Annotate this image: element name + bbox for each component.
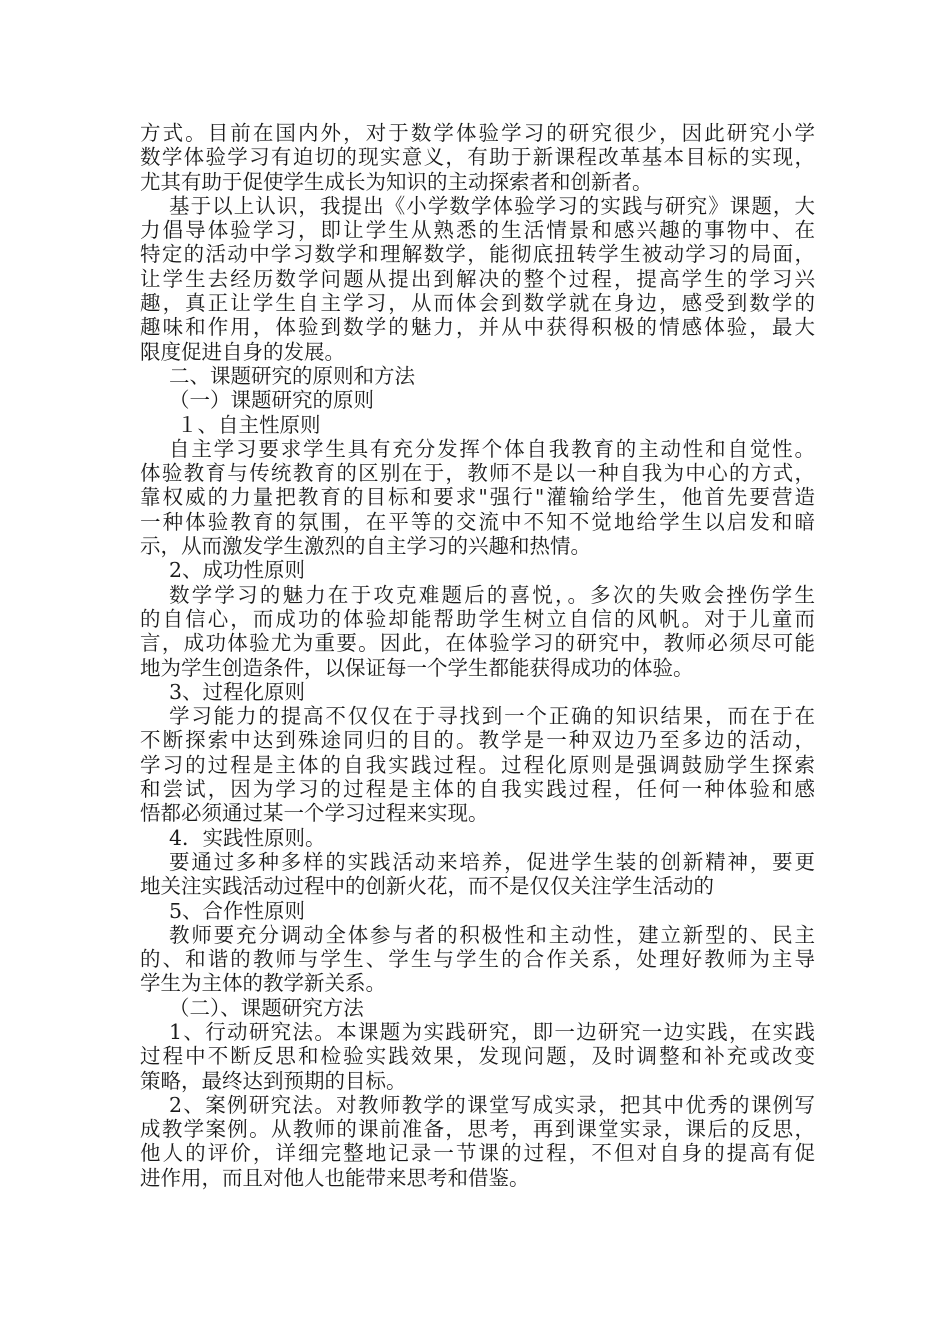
text-line: 策略，最终达到预期的目标。 — [140, 1068, 407, 1093]
text-line: 特定的活动中学习数学和理解数学，能彻底扭转学生被动学习的局面， — [140, 242, 815, 267]
text-line: 的、和谐的教师与学生、学生与学生的合作关系，处理好教师为主导 — [140, 947, 815, 972]
text-line: 学生为主体的教学新关系。 — [140, 971, 386, 996]
text-line: 示，从而激发学生激烈的自主学习的兴趣和热情。 — [140, 534, 591, 559]
paragraph — [140, 704, 815, 825]
text-line: 尤其有助于促使学生成长为知识的主动探索者和创新者。 — [140, 169, 653, 194]
text-line: 和尝试，因为学习的过程是主体的自我实践过程，任何一种体验和感 — [140, 777, 815, 802]
paragraph — [140, 388, 815, 412]
text-line: 方式。目前在国内外，对于数学体验学习的研究很少，因此研究小学 — [140, 121, 815, 145]
paragraph — [140, 1093, 815, 1190]
text-line: 2、案例研究法。对教师教学的课堂写成实录，把其中优秀的课例写 — [169, 1092, 815, 1117]
text-line: 让学生去经历数学问题从提出到解决的整个过程，提高学生的学习兴 — [140, 266, 815, 291]
text-line: 学习的过程是主体的自我实践过程。过程化原则是强调鼓励学生探索 — [140, 752, 815, 777]
text-line: 5、合作性原则 — [169, 898, 306, 923]
text-line: 趣味和作用，体验到数学的魅力，并从中获得积极的情感体验，最大 — [140, 315, 815, 340]
paragraph — [140, 583, 815, 680]
paragraph — [140, 558, 815, 582]
paragraph — [140, 194, 815, 364]
text-line: 地关注实践活动过程中的创新火花，而不是仅仅关注学生活动的 — [140, 874, 714, 899]
paragraph — [140, 850, 815, 899]
paragraph — [140, 1020, 815, 1093]
text-line: 悟都必须通过某一个学习过程来实现。 — [140, 801, 489, 826]
text-line: 的自信心，而成功的体验却能帮助学生树立自信的风帆。对于儿童而 — [140, 606, 815, 631]
text-line: 数学体验学习有迫切的现实意义，有助于新课程改革基本目标的实现， — [140, 145, 815, 170]
text-line: 基于以上认识，我提出《小学数学体验学习的实践与研究》课题，大 — [169, 193, 815, 218]
text-line: 数学学习的魅力在于攻克难题后的喜悦，。多次的失败会挫伤学生 — [169, 582, 815, 607]
text-line: 进作用，而且对他人也能带来思考和借鉴。 — [140, 1165, 530, 1190]
text-line: 成教学案例。从教师的课前准备，思考，再到课堂实录，课后的反思， — [140, 1117, 815, 1142]
text-line: １、自主性原则 — [177, 412, 321, 437]
text-line: 4．实践性原则。 — [169, 825, 326, 850]
paragraph — [140, 413, 815, 437]
text-line: 二、课题研究的原则和方法 — [169, 363, 415, 388]
text-line: 力倡导体验学习，即让学生从熟悉的生活情景和感兴趣的事物中、在 — [140, 218, 815, 243]
text-line: 自主学习要求学生具有充分发挥个体自我教育的主动性和自觉性。 — [169, 436, 815, 461]
text-line: 言，成功体验尤为重要。因此，在体验学习的研究中，教师必须尽可能 — [140, 631, 815, 656]
text-line: 一种体验教育的氛围，在平等的交流中不知不觉地给学生以启发和暗 — [140, 509, 815, 534]
paragraph — [140, 121, 815, 194]
text-line: 不断探索中达到殊途同归的目的。教学是一种双边乃至多边的活动， — [140, 728, 815, 753]
text-line: 趣，真正让学生自主学习，从而体会到数学就在身边，感受到数学的 — [140, 291, 815, 316]
text-line: 2、成功性原则 — [169, 558, 306, 583]
paragraph — [140, 826, 815, 850]
text-line: 体验教育与传统教育的区别在于，教师不是以一种自我为中心的方式， — [140, 461, 815, 486]
paragraph — [140, 437, 815, 558]
paragraph — [140, 923, 815, 996]
text-line: 要通过多种多样的实践活动来培养，促进学生装的创新精神，要更 — [169, 849, 815, 874]
text-line: （一）课题研究的原则 — [169, 388, 374, 413]
text-line: 3、过程化原则 — [169, 679, 306, 704]
text-line: （二）、课题研究方法 — [169, 995, 364, 1020]
document-body — [140, 121, 815, 1190]
paragraph — [140, 680, 815, 704]
text-line: 地为学生创造条件，以保证每一个学生都能获得成功的体验。 — [140, 655, 694, 680]
text-line: 教师要充分调动全体参与者的积极性和主动性，建立新型的、民主 — [169, 922, 815, 947]
text-line: 过程中不断反思和检验实践效果，发现问题，及时调整和补充或改变 — [140, 1044, 815, 1069]
text-line: 限度促进自身的发展。 — [140, 339, 345, 364]
paragraph — [140, 899, 815, 923]
text-line: 学习能力的提高不仅仅在于寻找到一个正确的知识结果，而在于在 — [169, 704, 815, 729]
text-line: 1、行动研究法。本课题为实践研究，即一边研究一边实践，在实践 — [169, 1019, 815, 1044]
paragraph — [140, 364, 815, 388]
text-line: 他人的评价，详细完整地记录一节课的过程，不但对自身的提高有促 — [140, 1141, 815, 1166]
text-line: 靠权威的力量把教育的目标和要求"强行"灌输给学生，他首先要营造 — [140, 485, 815, 510]
paragraph — [140, 996, 815, 1020]
